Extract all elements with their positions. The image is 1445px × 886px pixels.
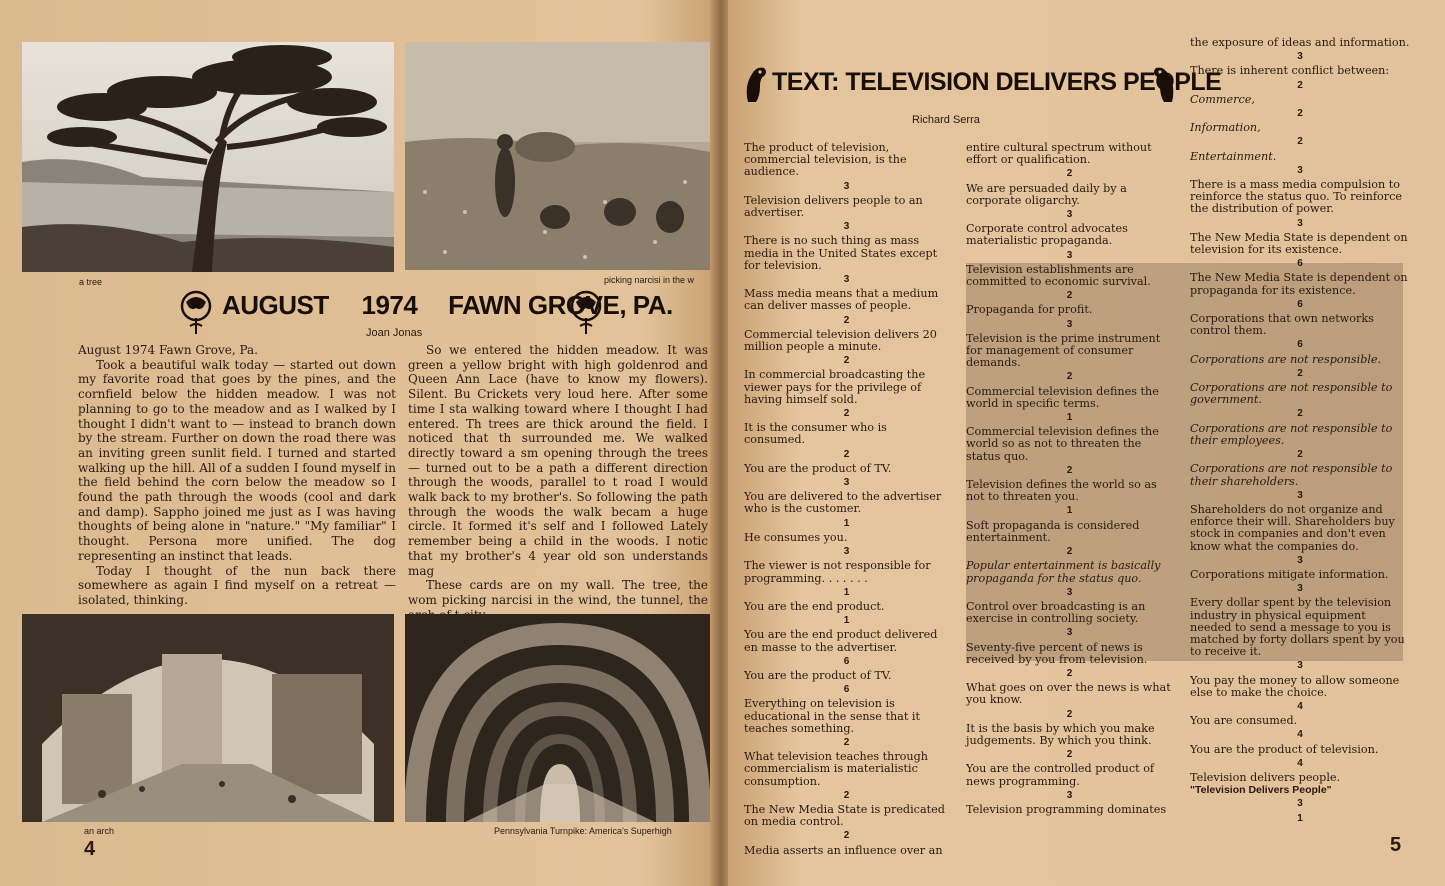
caption-tree: a tree [79,277,103,287]
statement: The New Media State is predicated on media control. [744,802,945,829]
section-number: 2 [1297,408,1303,420]
section-number: 3 [1297,164,1303,176]
statement: Television defines the world so as not to threaten you. [966,478,1157,504]
section-number: 2 [1297,367,1303,379]
article-author: Richard Serra [912,114,980,126]
section-number: 3 [1066,209,1073,221]
statement: In commercial broadcasting the viewer pays for the privilege of having himself sold. [744,368,926,406]
section-number: 3 [1297,554,1303,566]
text-column-1 [78,343,396,608]
section-number: 2 [1066,290,1073,302]
statement-italic: Corporations are not responsible to their employees. [1190,421,1393,447]
section-number: 2 [1297,449,1303,461]
section-number: 6 [843,655,850,667]
statement: the exposure of ideas and information. [1190,36,1410,49]
rose-ornament-icon [178,288,214,336]
arch-photo [22,614,394,822]
section-number: 2 [843,830,850,842]
section-number: 2 [1066,667,1073,679]
caption-turnpike: Pennsylvania Turnpike: America's Superhigh [494,826,672,836]
section-number: 2 [843,355,850,367]
parrot-ornament-icon [742,62,770,104]
section-number: 2 [843,448,850,460]
section-number: 2 [1297,136,1303,148]
text-column-2 [966,142,1173,816]
paragraph: So we entered the hidden meadow. It was green a yellow bright with high goldenrod and Queen Ann Lace (have to know my flowers). Silent. Bu Crickets very loud here. After some time I sta walking toward where I thought I had entered. Th trees are thick around the field. I noticed that th surrounded me. We walked directly toward a sm opening through the trees — turned out to be a path a different direction through the woods, parallel to t road I would walk back to my brother's. So following the path through the woods the walk becam a huge circle. It formed it's self and I followed Lately remember being a child in the woods. I notic that my brother's 4 year old son understands mag [408,343,708,578]
statement: Television programming dominates [966,802,1167,816]
statement: Corporate control advocates materialistic propaganda. [966,222,1128,248]
page-number-right: 5 [1390,834,1402,856]
statement: We are persuaded daily by a corporate oligarchy. [966,181,1127,207]
section-number: 3 [1297,489,1303,501]
statement: Every dollar spent by the television industry in physical equipment needed to send a message to you is matched by forty dollars spent by you to receive it. [1190,596,1405,659]
page-number-left: 4 [84,838,96,860]
section-number: 1 [843,586,850,598]
section-number: 3 [1066,318,1073,330]
statement: There is inherent conflict between: [1190,64,1390,78]
text-column-2 [408,343,708,622]
statement: Television delivers people to an advertiser. [744,193,923,220]
section-number: 4 [1297,757,1303,769]
statement: You are the product of TV. [744,461,892,475]
statement-italic: Corporations are not responsible to government. [1190,381,1393,407]
text-column-3 [1190,37,1410,827]
statement: You are the product of TV. [744,668,892,682]
section-number: 3 [1066,586,1073,598]
article-title: TEXT: TELEVISION DELIVERS PEOPLE [772,68,1222,96]
statement: entire cultural spectrum without effort or qualification. [966,141,1152,167]
section-number: 6 [843,684,850,696]
section-number: 3 [843,477,850,489]
statement: The New Media State is dependent on propaganda for its existence. [1190,271,1408,297]
turnpike-photo [405,614,710,822]
section-number: 3 [843,180,850,192]
section-number: 2 [1066,749,1073,761]
right-page [728,0,1445,886]
section-number: 3 [1297,51,1303,63]
statement-italic: Commerce, [1190,92,1255,106]
statement: The New Media State is dependent on television for its existence. [1190,230,1408,257]
section-number: 1 [1297,812,1303,824]
statement: Mass media means that a medium can deliver masses of people. [744,287,939,313]
text-column-1 [744,142,949,857]
section-number: 2 [1066,464,1073,476]
statement: You are delivered to the advertiser who is the customer. [744,490,942,516]
statement: Control over broadcasting is an exercise in controlling society. [966,599,1146,626]
section-number: 1 [1066,412,1073,424]
statement: You are the controlled product of news programming. [966,762,1155,788]
statement: It is the basis by which you make judgements. By which you think. [966,721,1155,747]
statement-italic: Corporations are not responsible. [1190,352,1382,366]
section-number: 6 [1297,258,1303,270]
statement: What goes on over the news is what you know. [966,681,1171,707]
section-number: 1 [843,615,850,627]
statement: Media asserts an influence over an [744,843,943,857]
statement: Propaganda for profit. [966,303,1093,317]
statement: Commercial television defines the world in specific terms. [966,384,1159,410]
section-number: 2 [1066,546,1073,558]
section-number: 3 [1066,627,1073,639]
section-number: 2 [1066,371,1073,383]
section-number: 2 [843,736,850,748]
section-number: 2 [1066,708,1073,720]
statement: Shareholders do not organize and enforce their will. Shareholders buy stock in companies and don't even know what the companies do. [1190,502,1395,553]
statement: Everything on television is educational in the sense that it teaches something. [744,697,920,735]
statement: It is the consumer who is consumed. [744,421,887,447]
section-number: 3 [1297,660,1303,672]
section-number: 3 [1066,249,1073,261]
left-page [0,0,715,886]
statement: Commercial television defines the world so as not to threaten the status quo. [966,425,1159,463]
title-part-month: AUGUST [222,290,329,320]
caption-arch: an arch [84,826,115,836]
statement: You pay the money to allow someone else to make the choice. [1190,673,1400,699]
statement: Television establishments are committed to economic survival. [966,262,1151,289]
section-number: 2 [1297,79,1303,91]
statement: The viewer is not responsible for programming. . . . . . . [744,559,931,585]
section-number: 2 [843,789,850,801]
paragraph: Took a beautiful walk today — started out down my favorite road that goes by the pines, and the cornfield below the hidden meadow. I was not planning to go to the meadow and as I walked by I thought I didn't want to — instead to branch down by the stream. Further on down the road there was an inviting green sunlit field. I turned and started walking up the hill. All of a sudden I found myself in the field behind the corn below the meadow so I found the path through the woods (cool and dark and damp). Sappho joined me just as I was having thoughts of being alone in "nature." "My familiar" I thought. Persona more unified. The dog representing an instinct that leads. [78,357,396,563]
paragraph: Today I thought of the nun back there somewhere as again I find myself on a retreat — isolated, thinking. [78,563,396,607]
statement: You are the product of television. [1190,742,1379,756]
statement: Television is the prime instrument for management of consumer demands. [966,331,1161,370]
title-part-year: 1974 [361,290,418,320]
section-number: 3 [1066,789,1073,801]
statement: You are consumed. [1190,714,1298,728]
section-number: 1 [843,517,850,529]
section-number: 6 [1297,339,1303,351]
statement-italic: Corporations are not responsible to their shareholders. [1190,462,1393,488]
article-author: Joan Jonas [366,327,423,339]
section-number: 2 [843,314,850,326]
statement: There is a mass media compulsion to reinforce the status quo. To reinforce the distribution of power. [1190,178,1402,216]
section-number: 3 [1297,583,1303,595]
statement-italic: Entertainment. [1190,149,1277,163]
section-number: 3 [843,546,850,558]
paragraph: August 1974 Fawn Grove, Pa. [78,343,258,357]
section-number: 1 [1066,505,1073,517]
statement: The product of television, commercial television, is the audience. [744,141,907,179]
tree-photo [22,42,394,272]
statement-italic: Information, [1190,121,1261,135]
caption-narcisi: picking narcisi in the w [604,275,695,285]
section-number: 4 [1297,729,1303,741]
narcisi-photo [405,42,710,270]
statement: Television delivers people. [1190,770,1341,784]
statement: You are the end product delivered en masse to the advertiser. [744,628,938,654]
statement: Commercial television delivers 20 million people a minute. [744,327,937,354]
statement: You are the end product. [744,599,885,613]
statement: Corporations that own networks control them. [1190,312,1374,338]
section-number: 6 [1297,298,1303,310]
section-number: 2 [1066,168,1073,180]
statement: He consumes you. [744,530,848,544]
statement: Seventy-five percent of news is received by you from television. [966,640,1148,666]
statement: There is no such thing as mass media in the United States except for television. [744,234,938,272]
statement-bold: "Television Delivers People" [1190,784,1332,797]
statement-italic: Popular entertainment is basically propaganda for the status quo. [966,559,1161,585]
section-number: 2 [1297,108,1303,120]
section-number: 3 [1297,217,1303,229]
article-title [222,290,673,321]
section-number: 3 [843,274,850,286]
statement: What television teaches through commercialism is materialistic consumption. [744,750,928,788]
section-number: 4 [1297,700,1303,712]
title-part-place: FAWN GROVE, PA. [448,290,673,320]
section-number: 3 [843,221,850,233]
section-number: 3 [1297,798,1303,810]
section-number: 2 [843,408,850,420]
paragraph: These cards are on my wall. The tree, the wom picking narcisi in the wind, the tunnel, the [408,578,708,607]
statement: Corporations mitigate information. [1190,567,1389,581]
statement: Soft propaganda is considered entertainment. [966,518,1140,544]
